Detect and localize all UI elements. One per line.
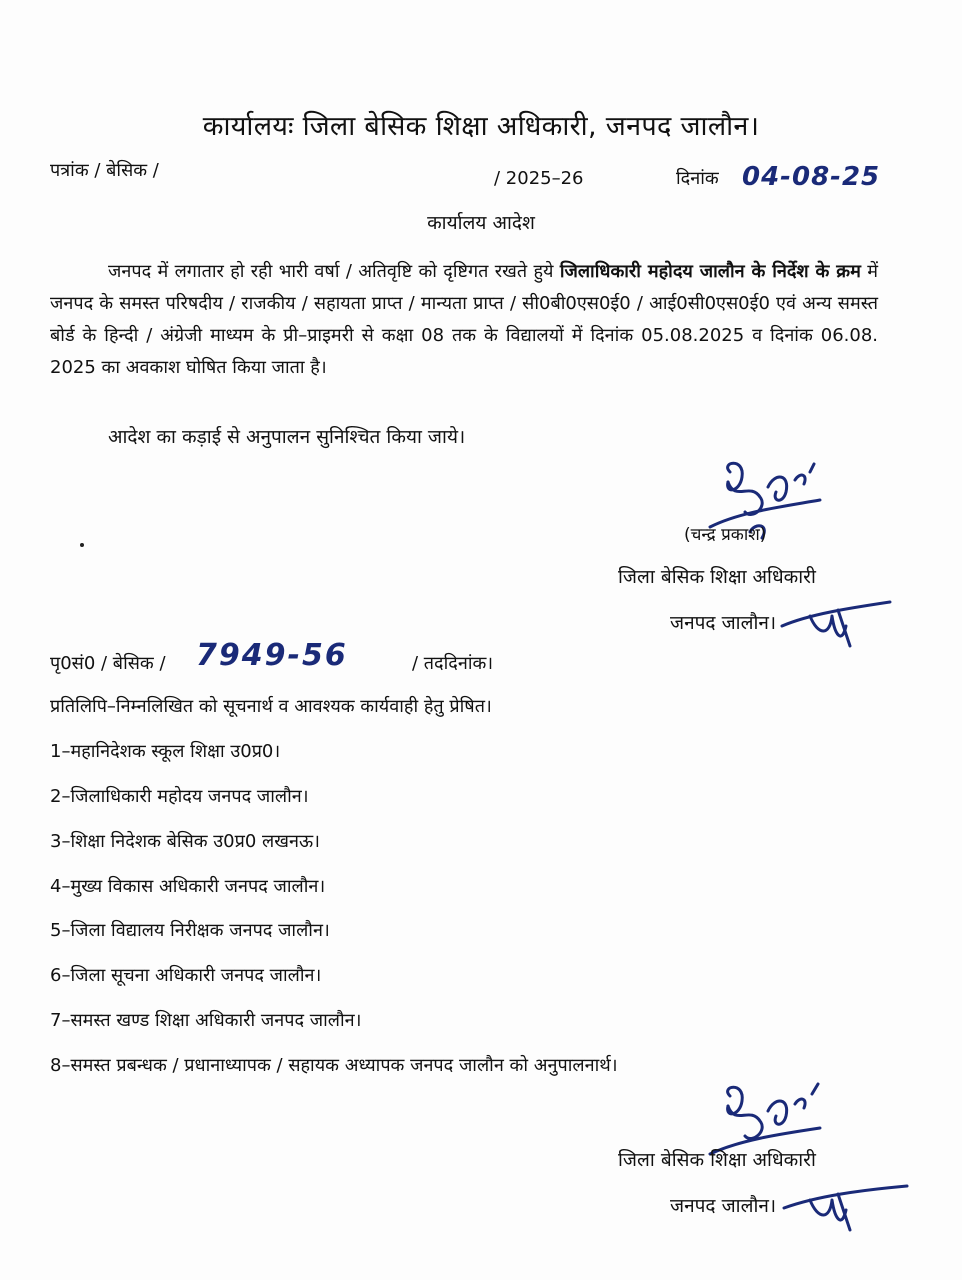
order-paragraph-bold: जिलाधिकारी महोदय जालौन के निर्देश के क्रम (559, 261, 861, 282)
recipient-item: 2–जिलाधिकारी महोदय जनपद जालौन। (50, 786, 309, 807)
letter-reference-prefix: पत्रांक / बेसिक / (50, 160, 159, 181)
recipient-item: 4–मुख्य विकास अधिकारी जनपद जालौन। (50, 876, 326, 897)
handwritten-date: 04-08-25 (742, 162, 881, 192)
endorsement-reference-prefix: पृ0सं0 / बेसिक / (50, 653, 166, 674)
letter-reference-year: / 2025–26 (494, 168, 584, 189)
signatory-place-1: जनपद जालौन। (670, 612, 777, 634)
date-label: दिनांक (676, 168, 719, 189)
signature-1-initials (780, 596, 900, 656)
signatory-title-1: जिला बेसिक शिक्षा अधिकारी (618, 566, 816, 588)
order-heading: कार्यालय आदेश (427, 212, 535, 234)
order-paragraph (50, 256, 878, 384)
compliance-line: आदेश का कड़ाई से अनुपालन सुनिश्चित किया जाये। (108, 426, 466, 448)
signatory-name: (चन्द्र प्रकाश) (684, 525, 767, 545)
order-paragraph-part1: जनपद में लगातार हो रही भारी वर्षा / अतिवृष्टि को दृष्टिगत रखते हुये (108, 261, 560, 282)
endorsement-reference-number: 7949-56 (196, 638, 348, 673)
copy-intro: प्रतिलिपि–निम्नलिखित को सूचनार्थ व आवश्यक कार्यवाही हेतु प्रेषित। (50, 696, 492, 717)
signatory-title-2: जिला बेसिक शिक्षा अधिकारी (618, 1149, 816, 1171)
endorsement-reference-suffix: / तददिनांक। (412, 653, 494, 674)
scan-speck (80, 543, 84, 547)
signature-1-handwritten (690, 452, 850, 562)
office-title: कार्यालयः जिला बेसिक शिक्षा अधिकारी, जनपद जालौन। (202, 111, 760, 142)
order-paragraph-part2: में जनपद के समस्त परिषदीय / राजकीय / सहायता प्राप्त / मान्यता प्राप्त / सी0बी0एस0ई0 / आई0सी0एस0ई0 एवं अन्य समस्त बोर्ड के हिन्दी / अंग्रेजी माध्यम के प्री–प्राइमरी से कक्षा 08 तक के विद्यालयों में दिनांक 05.08.2025 व दिनांक 06.08. 2025 का अवकाश घोषित किया जाता है। (50, 261, 878, 378)
recipient-item: 8–समस्त प्रबन्धक / प्रधानाध्यापक / सहायक अध्यापक जनपद जालौन को अनुपालनार्थ। (50, 1055, 618, 1076)
recipient-item: 6–जिला सूचना अधिकारी जनपद जालौन। (50, 965, 322, 986)
recipient-item: 7–समस्त खण्ड शिक्षा अधिकारी जनपद जालौन। (50, 1010, 362, 1031)
signatory-place-2: जनपद जालौन। (670, 1195, 777, 1217)
recipient-item: 5–जिला विद्यालय निरीक्षक जनपद जालौन। (50, 920, 330, 941)
signature-2-initials (782, 1178, 912, 1238)
recipient-item: 3–शिक्षा निदेशक बेसिक उ0प्र0 लखनऊ। (50, 831, 320, 852)
recipient-item: 1–महानिदेशक स्कूल शिक्षा उ0प्र0। (50, 741, 281, 762)
